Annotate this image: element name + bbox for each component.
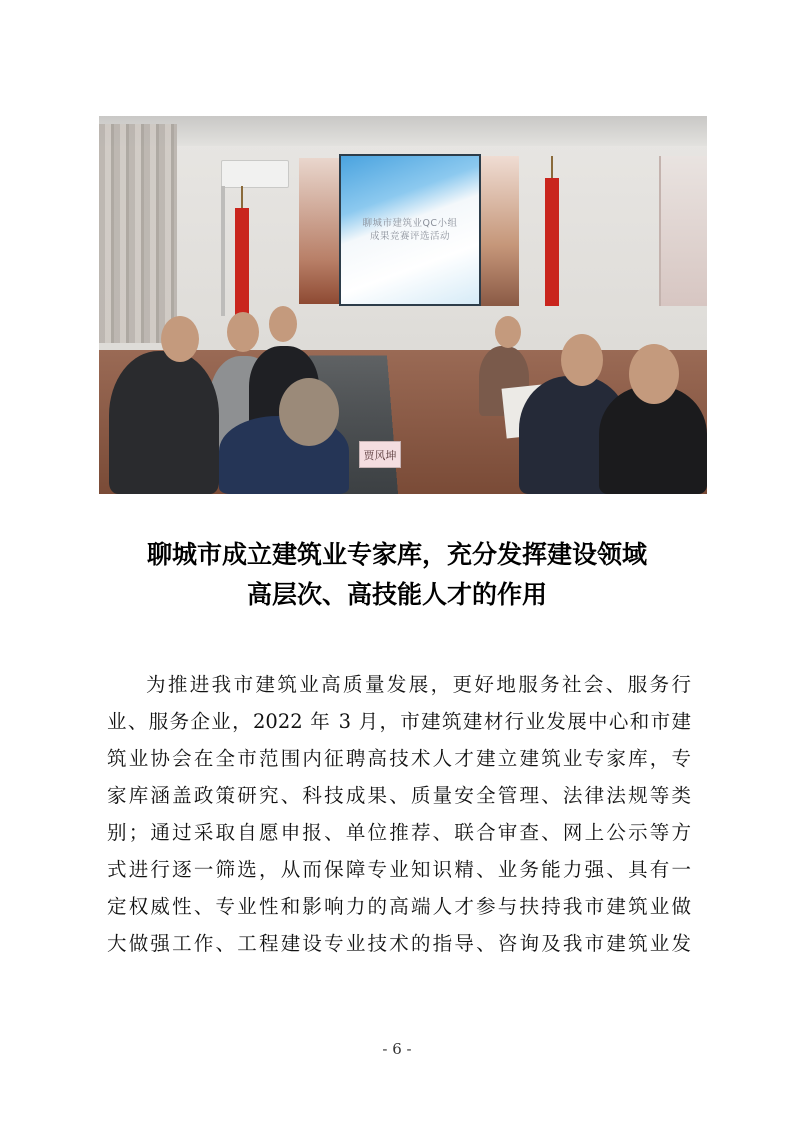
body-line: 家库涵盖政策研究、科技成果、质量安全管理、法律法规等类 <box>107 784 691 807</box>
body-line: 定权威性、专业性和影响力的高端人才参与扶持我市建筑业做 <box>107 895 691 918</box>
body-line: 大做强工作、工程建设专业技术的指导、咨询及我市建筑业发 <box>107 932 691 955</box>
head <box>269 306 297 342</box>
page-number: - 6 - <box>382 1040 412 1058</box>
body-line: 别；通过采取自愿申报、单位推荐、联合审查、网上公示等方 <box>107 821 691 844</box>
nameplate: 贾风坤 <box>359 441 401 468</box>
article-title-line1: 聊城市成立建筑业专家库，充分发挥建设领域 <box>146 540 647 569</box>
flag-right <box>545 178 559 306</box>
wall-board <box>659 156 707 306</box>
photo-backdrop-left <box>299 158 339 304</box>
projector-screen <box>339 154 481 306</box>
photo-backdrop-right <box>479 156 519 306</box>
screen-text-line2: 成果竞赛评选活动 <box>369 231 450 242</box>
air-conditioner <box>221 160 289 188</box>
head <box>495 316 521 348</box>
head <box>629 344 679 404</box>
body-line: 业、服务企业，2022 年 3 月，市建筑建材行业发展中心和市建 <box>107 710 691 733</box>
head <box>279 378 339 446</box>
photo-curtain <box>99 124 177 343</box>
photo-pipe <box>221 186 225 316</box>
person <box>109 351 219 494</box>
article-body <box>107 666 691 962</box>
body-line: 式进行逐一筛选，从而保障专业知识精、业务能力强、具有一 <box>107 858 691 881</box>
meeting-photo <box>99 116 707 494</box>
head <box>227 312 259 352</box>
body-line: 为推进我市建筑业高质量发展，更好地服务社会、服务行 <box>146 673 691 696</box>
head <box>161 316 199 362</box>
head <box>561 334 603 386</box>
screen-text-line1: 聊城市建筑业QC小组 <box>362 218 458 229</box>
body-line: 筑业协会在全市范围内征聘高技术人才建立建筑业专家库，专 <box>107 747 691 770</box>
flag-left <box>235 208 249 326</box>
article-title <box>0 535 794 615</box>
article-title-line2: 高层次、高技能人才的作用 <box>246 580 547 609</box>
photo-ceiling <box>99 116 707 146</box>
